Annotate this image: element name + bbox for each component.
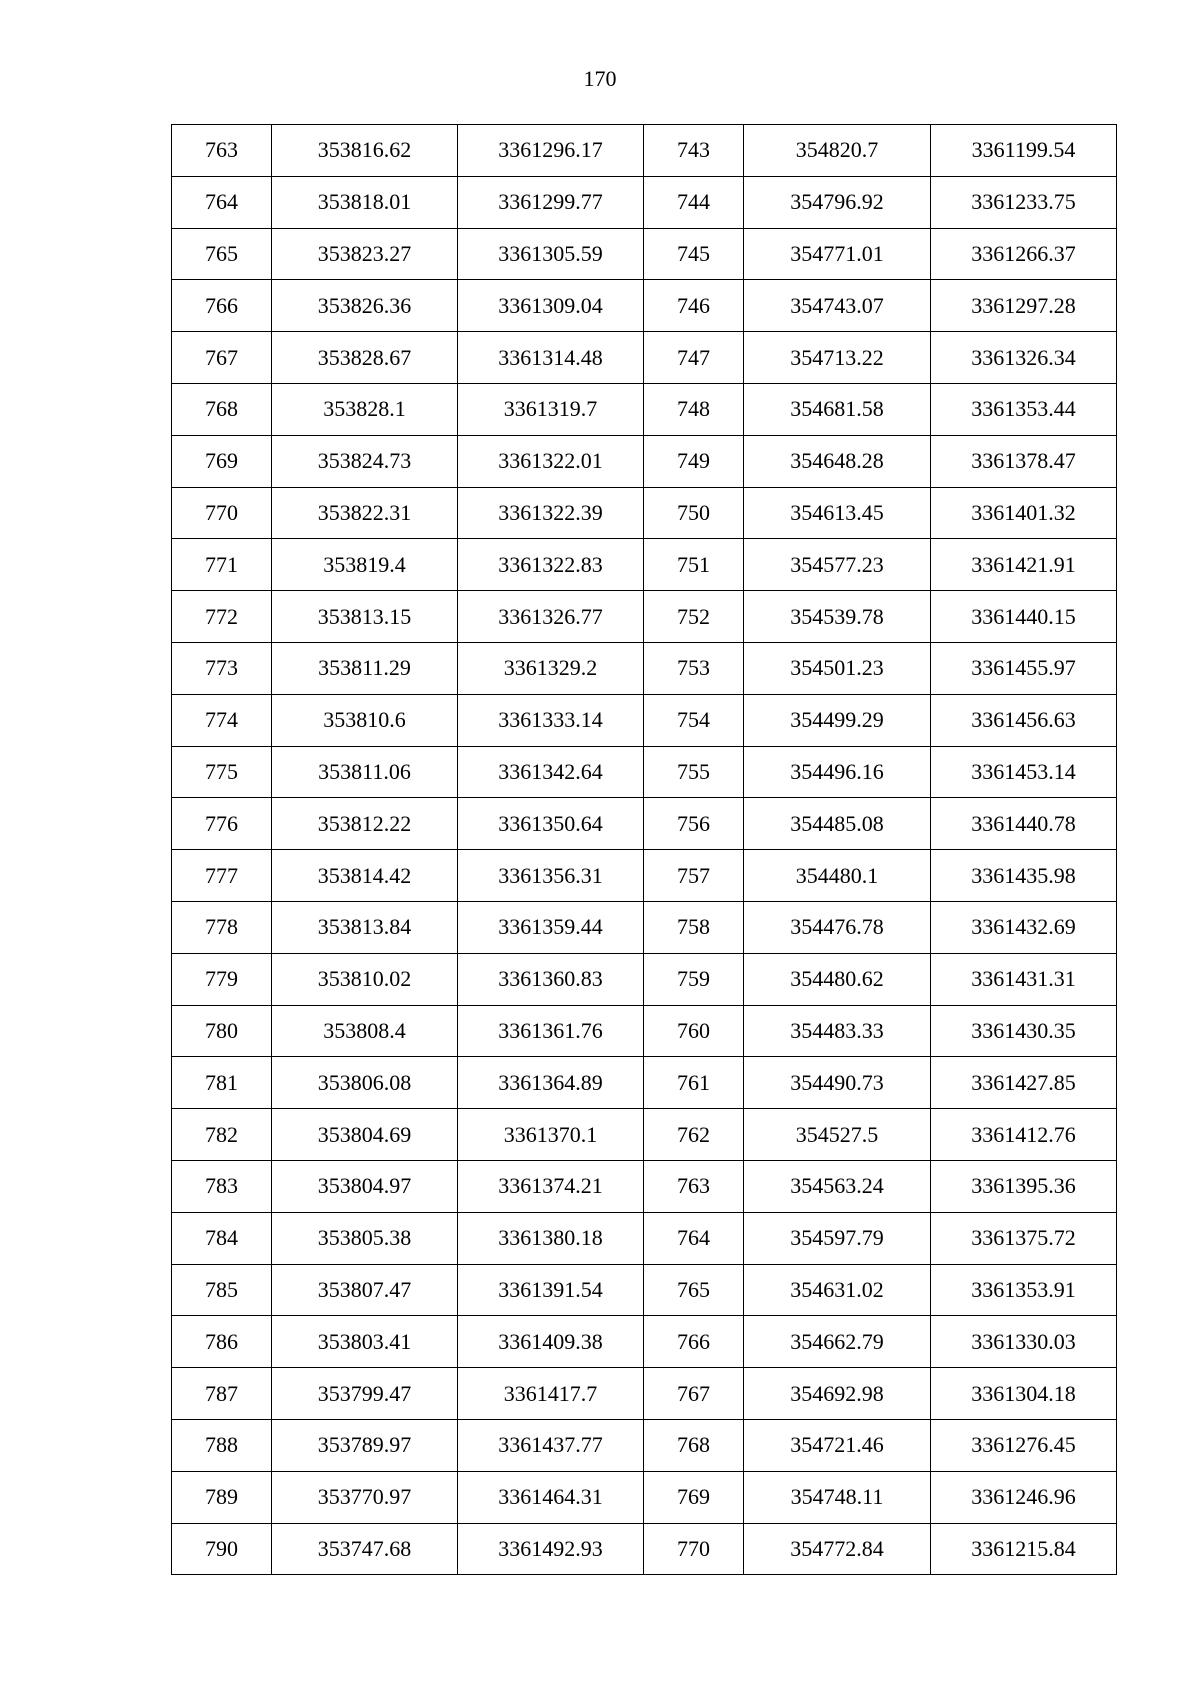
point-id-right-cell: 759 — [644, 953, 744, 1005]
y-coord-right-cell: 3361421.91 — [931, 539, 1117, 591]
y-coord-right-cell: 3361330.03 — [931, 1316, 1117, 1368]
y-coord-right-cell: 3361276.45 — [931, 1419, 1117, 1471]
table-row — [172, 1419, 1117, 1471]
x-coord-right-cell: 354820.7 — [744, 125, 931, 177]
y-coord-left-cell: 3361299.77 — [458, 176, 644, 228]
point-id-left-cell: 763 — [172, 125, 272, 177]
point-id-right-cell: 744 — [644, 176, 744, 228]
y-coord-left-cell: 3361309.04 — [458, 280, 644, 332]
point-id-right-cell: 757 — [644, 850, 744, 902]
point-id-right-cell: 743 — [644, 125, 744, 177]
y-coord-left-cell: 3361361.76 — [458, 1005, 644, 1057]
point-id-right-cell: 745 — [644, 228, 744, 280]
table-row — [172, 1057, 1117, 1109]
point-id-right-cell: 770 — [644, 1523, 744, 1575]
y-coord-right-cell: 3361215.84 — [931, 1523, 1117, 1575]
table-row — [172, 280, 1117, 332]
point-id-left-cell: 778 — [172, 901, 272, 953]
y-coord-right-cell: 3361297.28 — [931, 280, 1117, 332]
y-coord-left-cell: 3361417.7 — [458, 1368, 644, 1420]
point-id-left-cell: 779 — [172, 953, 272, 1005]
point-id-left-cell: 770 — [172, 487, 272, 539]
point-id-left-cell: 786 — [172, 1316, 272, 1368]
x-coord-right-cell: 354563.24 — [744, 1160, 931, 1212]
y-coord-left-cell: 3361314.48 — [458, 332, 644, 384]
table-row — [172, 746, 1117, 798]
point-id-right-cell: 755 — [644, 746, 744, 798]
point-id-left-cell: 764 — [172, 176, 272, 228]
y-coord-right-cell: 3361456.63 — [931, 694, 1117, 746]
point-id-left-cell: 780 — [172, 1005, 272, 1057]
point-id-right-cell: 753 — [644, 642, 744, 694]
table-row — [172, 332, 1117, 384]
point-id-left-cell: 784 — [172, 1212, 272, 1264]
table-row — [172, 850, 1117, 902]
table-row — [172, 591, 1117, 643]
y-coord-right-cell: 3361266.37 — [931, 228, 1117, 280]
x-coord-right-cell: 354577.23 — [744, 539, 931, 591]
point-id-left-cell: 772 — [172, 591, 272, 643]
y-coord-right-cell: 3361353.91 — [931, 1264, 1117, 1316]
x-coord-right-cell: 354748.11 — [744, 1471, 931, 1523]
point-id-right-cell: 762 — [644, 1109, 744, 1161]
x-coord-right-cell: 354743.07 — [744, 280, 931, 332]
point-id-left-cell: 771 — [172, 539, 272, 591]
x-coord-right-cell: 354485.08 — [744, 798, 931, 850]
x-coord-left-cell: 353818.01 — [272, 176, 458, 228]
point-id-right-cell: 752 — [644, 591, 744, 643]
y-coord-right-cell: 3361233.75 — [931, 176, 1117, 228]
x-coord-right-cell: 354796.92 — [744, 176, 931, 228]
y-coord-right-cell: 3361440.15 — [931, 591, 1117, 643]
y-coord-left-cell: 3361374.21 — [458, 1160, 644, 1212]
x-coord-left-cell: 353789.97 — [272, 1419, 458, 1471]
x-coord-left-cell: 353814.42 — [272, 850, 458, 902]
x-coord-left-cell: 353804.69 — [272, 1109, 458, 1161]
table-row — [172, 1523, 1117, 1575]
y-coord-right-cell: 3361453.14 — [931, 746, 1117, 798]
point-id-left-cell: 769 — [172, 435, 272, 487]
point-id-left-cell: 787 — [172, 1368, 272, 1420]
y-coord-left-cell: 3361360.83 — [458, 953, 644, 1005]
table-row — [172, 798, 1117, 850]
y-coord-left-cell: 3361296.17 — [458, 125, 644, 177]
table-row — [172, 1212, 1117, 1264]
x-coord-left-cell: 353806.08 — [272, 1057, 458, 1109]
y-coord-right-cell: 3361246.96 — [931, 1471, 1117, 1523]
x-coord-left-cell: 353819.4 — [272, 539, 458, 591]
x-coord-left-cell: 353805.38 — [272, 1212, 458, 1264]
y-coord-right-cell: 3361401.32 — [931, 487, 1117, 539]
x-coord-right-cell: 354721.46 — [744, 1419, 931, 1471]
point-id-left-cell: 789 — [172, 1471, 272, 1523]
table-row — [172, 642, 1117, 694]
x-coord-left-cell: 353828.1 — [272, 383, 458, 435]
coordinate-table — [171, 124, 1117, 1575]
table-row — [172, 125, 1117, 177]
y-coord-right-cell: 3361326.34 — [931, 332, 1117, 384]
x-coord-left-cell: 353803.41 — [272, 1316, 458, 1368]
table-row — [172, 435, 1117, 487]
x-coord-right-cell: 354490.73 — [744, 1057, 931, 1109]
point-id-left-cell: 768 — [172, 383, 272, 435]
x-coord-left-cell: 353810.02 — [272, 953, 458, 1005]
x-coord-left-cell: 353810.6 — [272, 694, 458, 746]
page-number: 170 — [583, 66, 617, 91]
point-id-left-cell: 777 — [172, 850, 272, 902]
y-coord-right-cell: 3361412.76 — [931, 1109, 1117, 1161]
y-coord-left-cell: 3361370.1 — [458, 1109, 644, 1161]
point-id-right-cell: 751 — [644, 539, 744, 591]
point-id-right-cell: 749 — [644, 435, 744, 487]
x-coord-left-cell: 353770.97 — [272, 1471, 458, 1523]
point-id-right-cell: 768 — [644, 1419, 744, 1471]
x-coord-right-cell: 354476.78 — [744, 901, 931, 953]
y-coord-left-cell: 3361322.83 — [458, 539, 644, 591]
table-row — [172, 901, 1117, 953]
table-row — [172, 1109, 1117, 1161]
point-id-left-cell: 776 — [172, 798, 272, 850]
y-coord-right-cell: 3361432.69 — [931, 901, 1117, 953]
y-coord-left-cell: 3361333.14 — [458, 694, 644, 746]
y-coord-left-cell: 3361464.31 — [458, 1471, 644, 1523]
point-id-left-cell: 783 — [172, 1160, 272, 1212]
table-row — [172, 1264, 1117, 1316]
y-coord-left-cell: 3361437.77 — [458, 1419, 644, 1471]
x-coord-right-cell: 354496.16 — [744, 746, 931, 798]
x-coord-right-cell: 354631.02 — [744, 1264, 931, 1316]
point-id-right-cell: 766 — [644, 1316, 744, 1368]
x-coord-left-cell: 353828.67 — [272, 332, 458, 384]
table-row — [172, 694, 1117, 746]
x-coord-right-cell: 354772.84 — [744, 1523, 931, 1575]
x-coord-right-cell: 354539.78 — [744, 591, 931, 643]
point-id-left-cell: 765 — [172, 228, 272, 280]
point-id-right-cell: 748 — [644, 383, 744, 435]
x-coord-left-cell: 353826.36 — [272, 280, 458, 332]
x-coord-right-cell: 354501.23 — [744, 642, 931, 694]
x-coord-right-cell: 354480.62 — [744, 953, 931, 1005]
y-coord-left-cell: 3361356.31 — [458, 850, 644, 902]
y-coord-right-cell: 3361304.18 — [931, 1368, 1117, 1420]
x-coord-right-cell: 354681.58 — [744, 383, 931, 435]
table-row — [172, 487, 1117, 539]
point-id-left-cell: 767 — [172, 332, 272, 384]
y-coord-right-cell: 3361427.85 — [931, 1057, 1117, 1109]
point-id-right-cell: 747 — [644, 332, 744, 384]
point-id-right-cell: 761 — [644, 1057, 744, 1109]
x-coord-right-cell: 354499.29 — [744, 694, 931, 746]
y-coord-right-cell: 3361199.54 — [931, 125, 1117, 177]
coordinate-table-body — [172, 125, 1117, 1575]
x-coord-right-cell: 354771.01 — [744, 228, 931, 280]
x-coord-left-cell: 353824.73 — [272, 435, 458, 487]
y-coord-left-cell: 3361305.59 — [458, 228, 644, 280]
x-coord-left-cell: 353811.06 — [272, 746, 458, 798]
x-coord-left-cell: 353813.84 — [272, 901, 458, 953]
point-id-left-cell: 785 — [172, 1264, 272, 1316]
x-coord-left-cell: 353808.4 — [272, 1005, 458, 1057]
y-coord-left-cell: 3361359.44 — [458, 901, 644, 953]
x-coord-left-cell: 353807.47 — [272, 1264, 458, 1316]
x-coord-right-cell: 354692.98 — [744, 1368, 931, 1420]
y-coord-left-cell: 3361380.18 — [458, 1212, 644, 1264]
table-row — [172, 1471, 1117, 1523]
table-row — [172, 228, 1117, 280]
point-id-right-cell: 764 — [644, 1212, 744, 1264]
point-id-right-cell: 746 — [644, 280, 744, 332]
y-coord-left-cell: 3361409.38 — [458, 1316, 644, 1368]
y-coord-left-cell: 3361326.77 — [458, 591, 644, 643]
x-coord-left-cell: 353799.47 — [272, 1368, 458, 1420]
x-coord-right-cell: 354613.45 — [744, 487, 931, 539]
table-row — [172, 176, 1117, 228]
point-id-left-cell: 781 — [172, 1057, 272, 1109]
x-coord-right-cell: 354713.22 — [744, 332, 931, 384]
point-id-left-cell: 790 — [172, 1523, 272, 1575]
table-row — [172, 1160, 1117, 1212]
y-coord-right-cell: 3361431.31 — [931, 953, 1117, 1005]
x-coord-right-cell: 354483.33 — [744, 1005, 931, 1057]
point-id-right-cell: 769 — [644, 1471, 744, 1523]
y-coord-left-cell: 3361329.2 — [458, 642, 644, 694]
x-coord-right-cell: 354597.79 — [744, 1212, 931, 1264]
table-row — [172, 1316, 1117, 1368]
point-id-left-cell: 775 — [172, 746, 272, 798]
table-row — [172, 1368, 1117, 1420]
point-id-right-cell: 756 — [644, 798, 744, 850]
point-id-right-cell: 758 — [644, 901, 744, 953]
point-id-right-cell: 750 — [644, 487, 744, 539]
y-coord-left-cell: 3361350.64 — [458, 798, 644, 850]
point-id-right-cell: 767 — [644, 1368, 744, 1420]
table-row — [172, 383, 1117, 435]
y-coord-left-cell: 3361319.7 — [458, 383, 644, 435]
x-coord-right-cell: 354662.79 — [744, 1316, 931, 1368]
x-coord-left-cell: 353812.22 — [272, 798, 458, 850]
point-id-left-cell: 782 — [172, 1109, 272, 1161]
y-coord-left-cell: 3361492.93 — [458, 1523, 644, 1575]
y-coord-left-cell: 3361364.89 — [458, 1057, 644, 1109]
point-id-right-cell: 763 — [644, 1160, 744, 1212]
y-coord-left-cell: 3361391.54 — [458, 1264, 644, 1316]
x-coord-right-cell: 354648.28 — [744, 435, 931, 487]
x-coord-right-cell: 354480.1 — [744, 850, 931, 902]
x-coord-left-cell: 353823.27 — [272, 228, 458, 280]
y-coord-left-cell: 3361322.01 — [458, 435, 644, 487]
x-coord-left-cell: 353811.29 — [272, 642, 458, 694]
x-coord-left-cell: 353747.68 — [272, 1523, 458, 1575]
table-row — [172, 953, 1117, 1005]
y-coord-left-cell: 3361342.64 — [458, 746, 644, 798]
y-coord-right-cell: 3361378.47 — [931, 435, 1117, 487]
point-id-right-cell: 754 — [644, 694, 744, 746]
x-coord-left-cell: 353822.31 — [272, 487, 458, 539]
x-coord-left-cell: 353804.97 — [272, 1160, 458, 1212]
point-id-left-cell: 766 — [172, 280, 272, 332]
table-row — [172, 1005, 1117, 1057]
point-id-left-cell: 788 — [172, 1419, 272, 1471]
y-coord-right-cell: 3361440.78 — [931, 798, 1117, 850]
y-coord-right-cell: 3361353.44 — [931, 383, 1117, 435]
x-coord-left-cell: 353816.62 — [272, 125, 458, 177]
y-coord-right-cell: 3361430.35 — [931, 1005, 1117, 1057]
x-coord-right-cell: 354527.5 — [744, 1109, 931, 1161]
y-coord-right-cell: 3361375.72 — [931, 1212, 1117, 1264]
point-id-left-cell: 774 — [172, 694, 272, 746]
table-row — [172, 539, 1117, 591]
point-id-right-cell: 765 — [644, 1264, 744, 1316]
point-id-left-cell: 773 — [172, 642, 272, 694]
x-coord-left-cell: 353813.15 — [272, 591, 458, 643]
y-coord-right-cell: 3361435.98 — [931, 850, 1117, 902]
y-coord-right-cell: 3361395.36 — [931, 1160, 1117, 1212]
point-id-right-cell: 760 — [644, 1005, 744, 1057]
y-coord-left-cell: 3361322.39 — [458, 487, 644, 539]
y-coord-right-cell: 3361455.97 — [931, 642, 1117, 694]
